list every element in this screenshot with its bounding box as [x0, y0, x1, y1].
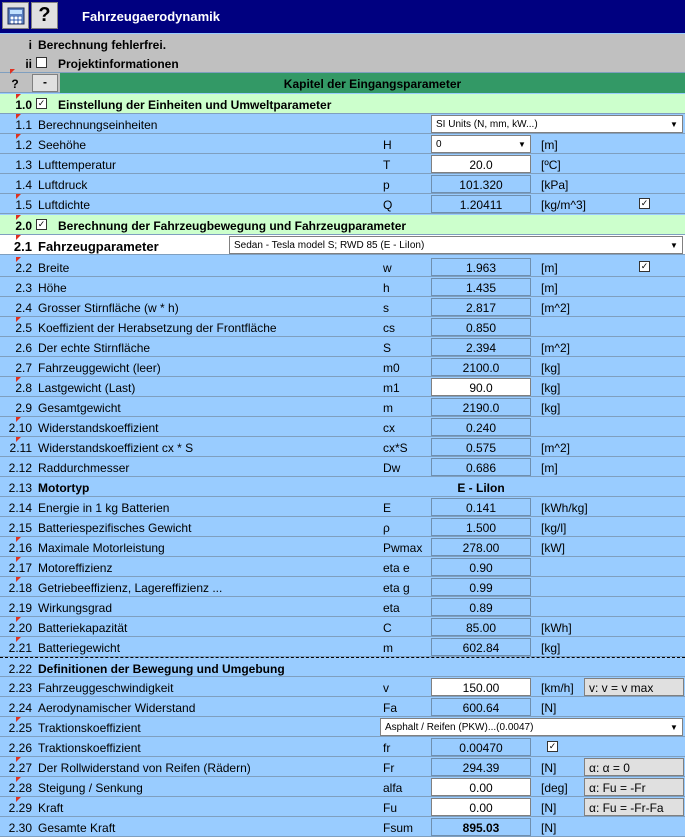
row-number: 2.14 — [8, 501, 32, 515]
value-cell: 0.686 — [431, 458, 531, 476]
units-dropdown[interactable] — [431, 115, 683, 133]
set-vmax-button[interactable]: v: v = v max — [584, 678, 684, 696]
symbol: cx — [383, 421, 395, 435]
field-label: Wirkungsgrad — [38, 601, 113, 615]
parameter-row — [0, 377, 685, 397]
unit: [m^2] — [541, 301, 570, 315]
project-row[interactable] — [0, 53, 685, 73]
row-number: 1.5 — [6, 198, 32, 212]
force-row — [0, 797, 685, 817]
symbol: m1 — [383, 381, 400, 395]
row-number: 2.3 — [15, 281, 32, 295]
symbol: s — [383, 301, 389, 315]
symbol: Fa — [383, 701, 398, 715]
field-label: Der echte Stirnfläche — [38, 341, 151, 355]
help-button[interactable]: ? — [31, 2, 58, 29]
parameter-row — [0, 417, 685, 437]
field-label: Batteriegewicht — [38, 641, 121, 655]
symbol: w — [383, 261, 392, 275]
unit: [kWh] — [541, 621, 572, 635]
field-label: Getriebeeffizienz, Lagereffizienz ... — [38, 581, 223, 595]
altitude-row — [0, 134, 685, 154]
force-input[interactable]: 0.00 — [431, 798, 531, 816]
row-number: 2.28 — [6, 781, 32, 795]
motor-type-value: E - LiIon — [457, 481, 505, 495]
slope-input[interactable]: 0.00 — [431, 778, 531, 796]
field-label: Widerstandskoeffizient cx * S — [38, 441, 194, 455]
field-label: Der Rollwiderstand von Reifen (Rädern) — [38, 761, 251, 775]
dropdown-value: Sedan - Tesla model S; RWD 85 (E - LiIon) — [234, 240, 425, 251]
symbol: Fu — [383, 801, 398, 815]
motor-type-row — [0, 477, 685, 497]
value-cell: 0.141 — [431, 498, 531, 516]
pressure-row — [0, 174, 685, 194]
field-label: Seehöhe — [38, 138, 87, 152]
altitude-dropdown[interactable] — [431, 135, 531, 153]
parameter-row — [0, 357, 685, 377]
temperature-input[interactable]: 20.0 — [431, 155, 531, 173]
status-text: Berechnung fehlerfrei. — [38, 38, 167, 52]
unit: [kg] — [541, 361, 561, 375]
row-number: 2.11 — [6, 441, 32, 455]
unit: [N] — [541, 701, 557, 715]
pressure-value: 101.320 — [431, 175, 531, 193]
title-bar — [0, 0, 685, 33]
row-number: 2.16 — [6, 541, 32, 555]
row-number: 2.4 — [15, 301, 32, 315]
value-cell: 1.963 — [431, 258, 531, 276]
field-label: Luftdruck — [38, 178, 88, 192]
alpha-fu-fr-button[interactable]: α: Fu = -Fr — [584, 778, 684, 796]
unit: [kWh/kg] — [541, 501, 588, 515]
chevron-down-icon[interactable]: ▼ — [518, 139, 526, 149]
field-label: Luftdichte — [38, 198, 91, 212]
parameter-row — [0, 257, 685, 277]
parameter-row — [0, 537, 685, 557]
value-cell: 0.240 — [431, 418, 531, 436]
field-label: Traktionskoeffizient — [38, 741, 141, 755]
rolling-value: 294.39 — [431, 758, 531, 776]
row-number: 1.4 — [15, 178, 32, 192]
unit: [kPa] — [541, 178, 569, 192]
field-label: Maximale Motorleistung — [38, 541, 165, 555]
speed-row — [0, 677, 685, 697]
section-2-title: Berechnung der Fahrzeugbewegung und Fahrzeugparameter — [58, 219, 407, 233]
unit: [kW] — [541, 541, 565, 555]
value-cell: 278.00 — [431, 538, 531, 556]
symbol: Q — [383, 198, 393, 212]
row-number: 2.7 — [15, 361, 32, 375]
field-label: Raddurchmesser — [38, 461, 130, 475]
collapse-button[interactable]: - — [32, 74, 58, 92]
row-number: 2.9 — [15, 401, 32, 415]
field-label: Fahrzeugparameter — [38, 239, 159, 254]
unit: [m] — [541, 461, 558, 475]
unit: [m] — [541, 281, 558, 295]
row-number: 2.6 — [15, 341, 32, 355]
rolling-row — [0, 757, 685, 777]
symbol: v — [383, 681, 389, 695]
section-1-header[interactable] — [0, 94, 685, 114]
symbol: Fr — [383, 761, 395, 775]
symbol: Dw — [383, 461, 401, 475]
calculator-icon[interactable] — [2, 2, 29, 29]
section-2-checkbox[interactable]: ✓ — [37, 219, 46, 229]
section-2-header[interactable] — [0, 215, 685, 235]
row-number: 2.12 — [8, 461, 32, 475]
parameter-row — [0, 337, 685, 357]
parameter-row — [0, 497, 685, 517]
row-number: 2.19 — [8, 601, 32, 615]
density-row — [0, 194, 685, 214]
definitions-row — [0, 657, 685, 677]
row-number: 2.17 — [6, 561, 32, 575]
chapter-help[interactable]: ? — [0, 73, 30, 93]
total-force-value: 895.03 — [431, 818, 531, 836]
unit: [kg] — [541, 381, 561, 395]
symbol: H — [383, 138, 392, 152]
parameter-row — [0, 437, 685, 457]
symbol: Fsum — [383, 821, 413, 835]
unit: [deg] — [541, 781, 568, 795]
parameter-row — [0, 617, 685, 637]
alpha-zero-button[interactable]: α: α = 0 — [584, 758, 684, 776]
field-label: Definitionen der Bewegung und Umgebung — [38, 662, 285, 676]
field-label: Traktionskoeffizient — [38, 721, 141, 735]
surface-dropdown[interactable] — [380, 718, 683, 736]
value-cell: 85.00 — [431, 618, 531, 636]
value-cell: 2.817 — [431, 298, 531, 316]
unit: [kg/l] — [541, 521, 567, 535]
symbol: m — [383, 401, 393, 415]
row-checkbox[interactable]: ✓ — [640, 261, 649, 271]
field-label: Kraft — [38, 801, 64, 815]
value-cell: 0.850 — [431, 318, 531, 336]
field-label: Batteriekapazität — [38, 621, 128, 635]
symbol: S — [383, 341, 392, 355]
row-number: 2.20 — [6, 621, 32, 635]
row-number: 2.24 — [8, 701, 32, 715]
unit: [N] — [541, 801, 557, 815]
chevron-down-icon[interactable]: ▼ — [670, 119, 678, 129]
chevron-down-icon[interactable]: ▼ — [670, 722, 678, 732]
traction-dropdown-row — [0, 717, 685, 737]
symbol: eta e — [383, 561, 410, 575]
symbol: fr — [383, 741, 391, 755]
chapter-title: Kapitel der Eingangsparameter — [60, 73, 685, 93]
project-checkbox[interactable] — [36, 57, 47, 68]
field-label: Grosser Stirnfläche (w * h) — [38, 301, 179, 315]
unit: [m^2] — [541, 341, 570, 355]
value-cell: 1.435 — [431, 278, 531, 296]
alpha-fu-fr-fa-button[interactable]: α: Fu = -Fr-Fa — [584, 798, 684, 816]
unit: [m^2] — [541, 441, 570, 455]
field-label: Fahrzeuggeschwindigkeit — [38, 681, 174, 695]
section-1-title: Einstellung der Einheiten und Umweltparameter — [58, 98, 332, 112]
field-label: Fahrzeuggewicht (leer) — [38, 361, 161, 375]
traction-value: 0.00470 — [431, 738, 531, 756]
vehicle-dropdown[interactable] — [229, 236, 683, 254]
row-number: 2.25 — [6, 721, 32, 735]
temperature-row — [0, 154, 685, 174]
field-label: Motoreffizienz — [38, 561, 113, 575]
chevron-down-icon[interactable]: ▼ — [670, 240, 678, 250]
symbol: m0 — [383, 361, 400, 375]
symbol: T — [383, 158, 391, 172]
value-cell: 1.500 — [431, 518, 531, 536]
row-number: 2.8 — [6, 381, 32, 395]
symbol: ρ — [383, 521, 390, 535]
parameter-row — [0, 577, 685, 597]
field-label: Gesamtgewicht — [38, 401, 121, 415]
symbol: C — [383, 621, 392, 635]
field-label: Gesamte Kraft — [38, 821, 116, 835]
symbol: Pwmax — [383, 541, 423, 555]
field-label: Batteriespezifisches Gewicht — [38, 521, 192, 535]
unit: [m] — [541, 138, 558, 152]
symbol: alfa — [383, 781, 403, 795]
field-label: Energie in 1 kg Batterien — [38, 501, 170, 515]
status-row — [0, 34, 685, 54]
row-number: 2.2 — [6, 261, 32, 275]
parameter-row — [0, 317, 685, 337]
parameter-row — [0, 277, 685, 297]
row-number: 1.2 — [6, 138, 32, 152]
parameter-row — [0, 297, 685, 317]
value-cell: 2100.0 — [431, 358, 531, 376]
field-label: Steigung / Senkung — [38, 781, 143, 795]
field-label: Widerstandskoeffizient — [38, 421, 159, 435]
symbol: p — [383, 178, 390, 192]
unit: [km/h] — [541, 681, 574, 695]
unit: [kg] — [541, 401, 561, 415]
density-value: 1.20411 — [431, 195, 531, 213]
traction-row — [0, 737, 685, 757]
density-checkbox[interactable]: ✓ — [640, 198, 649, 208]
row-number: 2.22 — [8, 662, 32, 676]
parameter-row — [0, 597, 685, 617]
value-cell: 2.394 — [431, 338, 531, 356]
row-number: 2.27 — [6, 761, 32, 775]
value-cell: 2190.0 — [431, 398, 531, 416]
value-cell: 0.89 — [431, 598, 531, 616]
aero-value: 600.64 — [431, 698, 531, 716]
value-cell: 0.90 — [431, 558, 531, 576]
parameter-row — [0, 637, 685, 657]
row-number: 2.10 — [6, 421, 32, 435]
row-number: 1.0 — [6, 98, 32, 112]
field-label: Berechnungseinheiten — [38, 118, 158, 132]
chapter-header — [0, 73, 685, 93]
symbol: E — [383, 501, 392, 515]
field-label: Motortyp — [38, 481, 90, 495]
unit: [ºC] — [541, 158, 561, 172]
dropdown-value: SI Units (N, mm, kW...) — [436, 119, 538, 130]
unit: [kg/m^3] — [541, 198, 586, 212]
symbol: m — [383, 641, 393, 655]
row-number: 2.13 — [8, 481, 32, 495]
row-number: i — [28, 38, 32, 52]
row-number: 2.1 — [6, 239, 32, 254]
row-number: 2.0 — [6, 219, 32, 233]
symbol: eta g — [383, 581, 410, 595]
field-label: Höhe — [38, 281, 67, 295]
row-number: 2.30 — [8, 821, 32, 835]
symbol: eta — [383, 601, 400, 615]
value-cell: 0.575 — [431, 438, 531, 456]
field-label: Lufttemperatur — [38, 158, 117, 172]
aero-row — [0, 697, 685, 717]
row-number: 2.29 — [6, 801, 32, 815]
value-input[interactable]: 90.0 — [431, 378, 531, 396]
symbol: cx*S — [383, 441, 408, 455]
symbol: cs — [383, 321, 395, 335]
value-cell: 602.84 — [431, 638, 531, 656]
total-force-row — [0, 817, 685, 837]
row-number: 2.21 — [6, 641, 32, 655]
slope-row — [0, 777, 685, 797]
units-row — [0, 114, 685, 134]
row-number: 2.15 — [8, 521, 32, 535]
vehicle-row — [0, 235, 685, 255]
dropdown-value: Asphalt / Reifen (PKW)...(0.0047) — [385, 722, 534, 733]
parameter-row — [0, 397, 685, 417]
unit: [N] — [541, 761, 557, 775]
field-label: Aerodynamischer Widerstand — [38, 701, 196, 715]
symbol: h — [383, 281, 390, 295]
field-label: Lastgewicht (Last) — [38, 381, 136, 395]
project-label: Projektinformationen — [58, 57, 179, 71]
value-cell: 0.99 — [431, 578, 531, 596]
row-number: 1.3 — [15, 158, 32, 172]
app-title: Fahrzeugaerodynamik — [82, 9, 220, 24]
unit: [kg] — [541, 641, 561, 655]
row-number: 2.23 — [8, 681, 32, 695]
parameter-row — [0, 457, 685, 477]
section-1-checkbox[interactable]: ✓ — [37, 98, 46, 108]
dropdown-value: 0 — [436, 139, 442, 150]
field-label: Breite — [38, 261, 70, 275]
unit: [N] — [541, 821, 557, 835]
speed-input[interactable]: 150.00 — [431, 678, 531, 696]
row-number: 2.18 — [6, 581, 32, 595]
unit: [m] — [541, 261, 558, 275]
field-label: Koeffizient der Herabsetzung der Frontfläche — [38, 321, 277, 335]
row-number: ii — [25, 57, 32, 71]
row-number: 2.26 — [8, 741, 32, 755]
traction-checkbox[interactable]: ✓ — [548, 741, 557, 751]
row-number: 1.1 — [6, 118, 32, 132]
parameter-row — [0, 557, 685, 577]
row-number: 2.5 — [6, 321, 32, 335]
parameter-row — [0, 517, 685, 537]
